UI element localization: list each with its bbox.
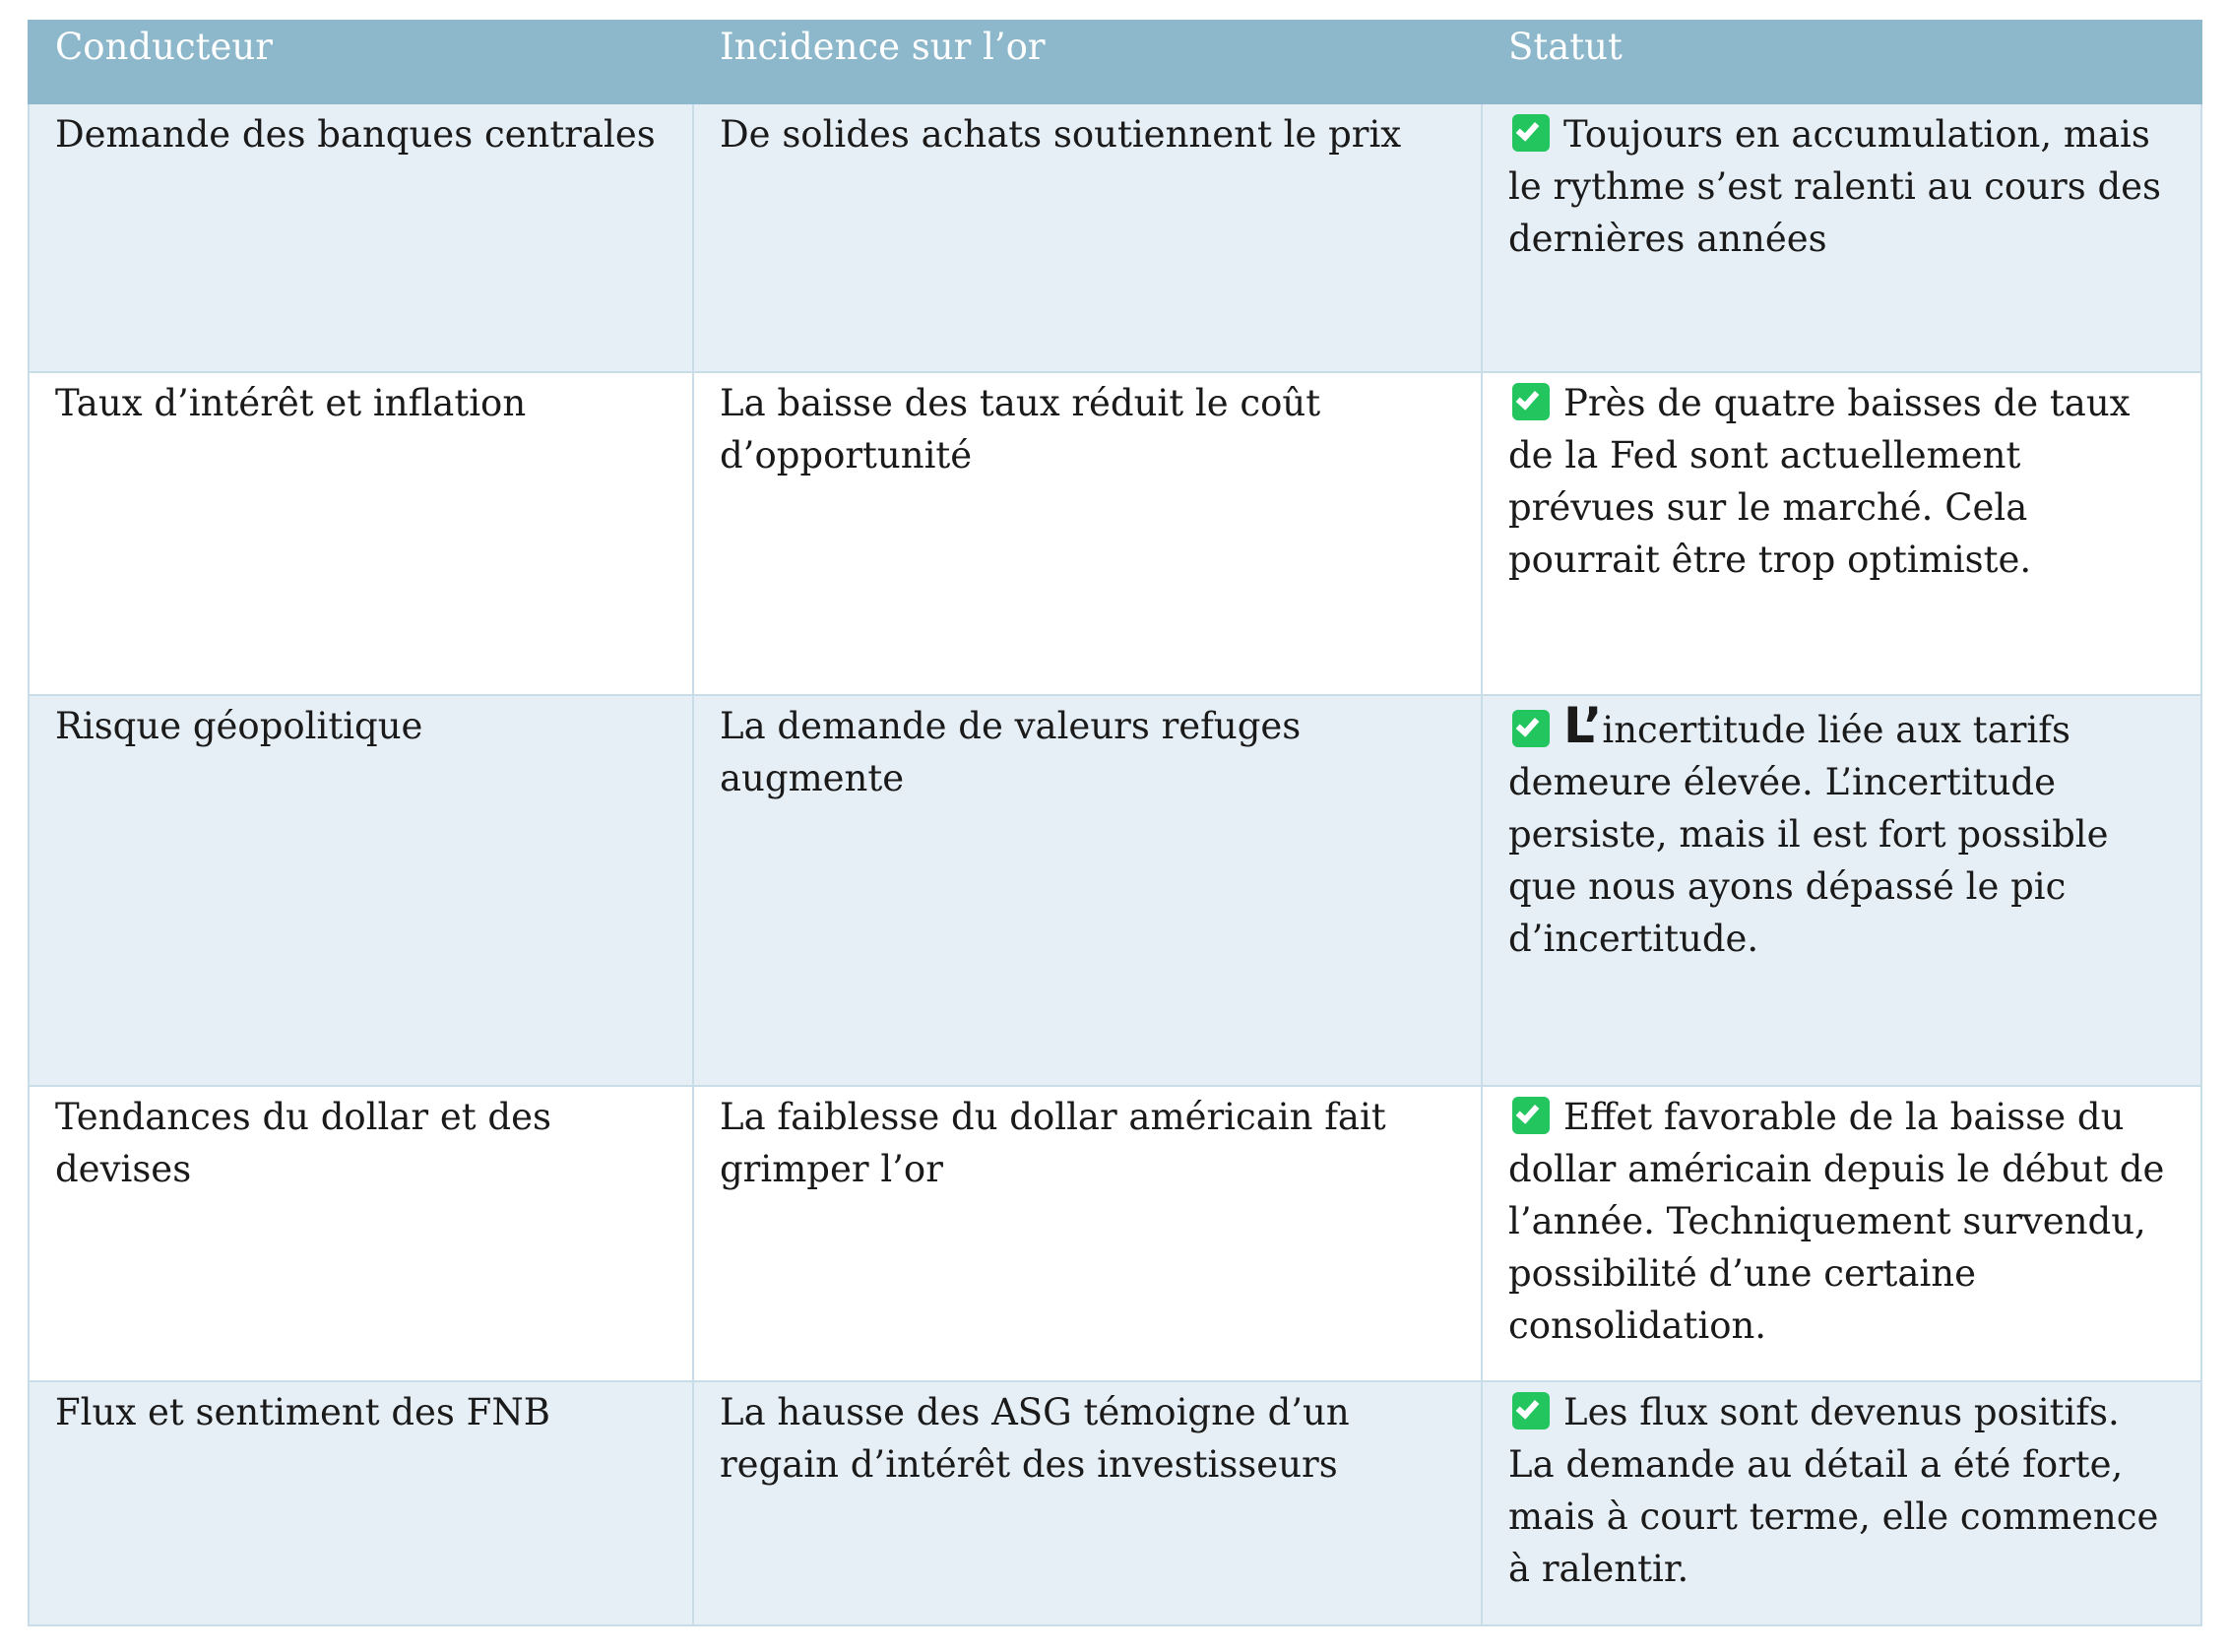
check-icon <box>1512 383 1550 420</box>
status-cell <box>1482 695 2201 1086</box>
impact-cell: La faiblesse du dollar américain fait grimper l’or <box>693 1086 1482 1381</box>
driver-cell: Tendances du dollar et des devises <box>29 1086 693 1381</box>
driver-cell: Risque géopolitique <box>29 695 693 1086</box>
header-status: Statut <box>1482 21 2201 103</box>
check-icon <box>1512 710 1550 747</box>
table-header-row <box>29 21 2201 103</box>
impact-cell: La hausse des ASG témoigne d’un regain d’intérêt des investisseurs <box>693 1381 1482 1625</box>
driver-cell: Taux d’intérêt et inflation <box>29 372 693 695</box>
status-lead-text: L’ <box>1563 697 1603 754</box>
header-driver: Conducteur <box>29 21 693 103</box>
status-text: Les flux sont devenus positifs. La demande au détail a été forte, mais à court terme, elle commence à ralentir. <box>1508 1391 2159 1590</box>
table-row <box>29 372 2201 695</box>
table-row <box>29 1381 2201 1625</box>
check-icon <box>1512 1097 1550 1134</box>
table-row <box>29 103 2201 372</box>
check-icon <box>1512 1392 1550 1430</box>
status-text: incertitude liée aux tarifs demeure élevée. L’incertitude persiste, mais il est fort possible que nous ayons dépassé le pic d’incertitude. <box>1508 709 2109 960</box>
status-cell <box>1482 1086 2201 1381</box>
driver-cell: Flux et sentiment des FNB <box>29 1381 693 1625</box>
driver-cell: Demande des banques centrales <box>29 103 693 372</box>
status-text: Toujours en accumulation, mais le rythme s’est ralenti au cours des dernières années <box>1508 113 2162 260</box>
status-text: Effet favorable de la baisse du dollar américain depuis le début de l’année. Techniquement survendu, possibilité d’une certaine consolidation. <box>1508 1096 2165 1347</box>
status-cell <box>1482 372 2201 695</box>
status-cell <box>1482 1381 2201 1625</box>
header-impact: Incidence sur l’or <box>693 21 1482 103</box>
table-row <box>29 695 2201 1086</box>
status-text: Près de quatre baisses de taux de la Fed sont actuellement prévues sur le marché. Cela pourrait être trop optimiste. <box>1508 382 2131 581</box>
table-row <box>29 1086 2201 1381</box>
gold-drivers-table <box>28 20 2202 1626</box>
impact-cell: De solides achats soutiennent le prix <box>693 103 1482 372</box>
check-icon <box>1512 114 1550 152</box>
impact-cell: La baisse des taux réduit le coût d’opportunité <box>693 372 1482 695</box>
impact-cell: La demande de valeurs refuges augmente <box>693 695 1482 1086</box>
status-cell <box>1482 103 2201 372</box>
